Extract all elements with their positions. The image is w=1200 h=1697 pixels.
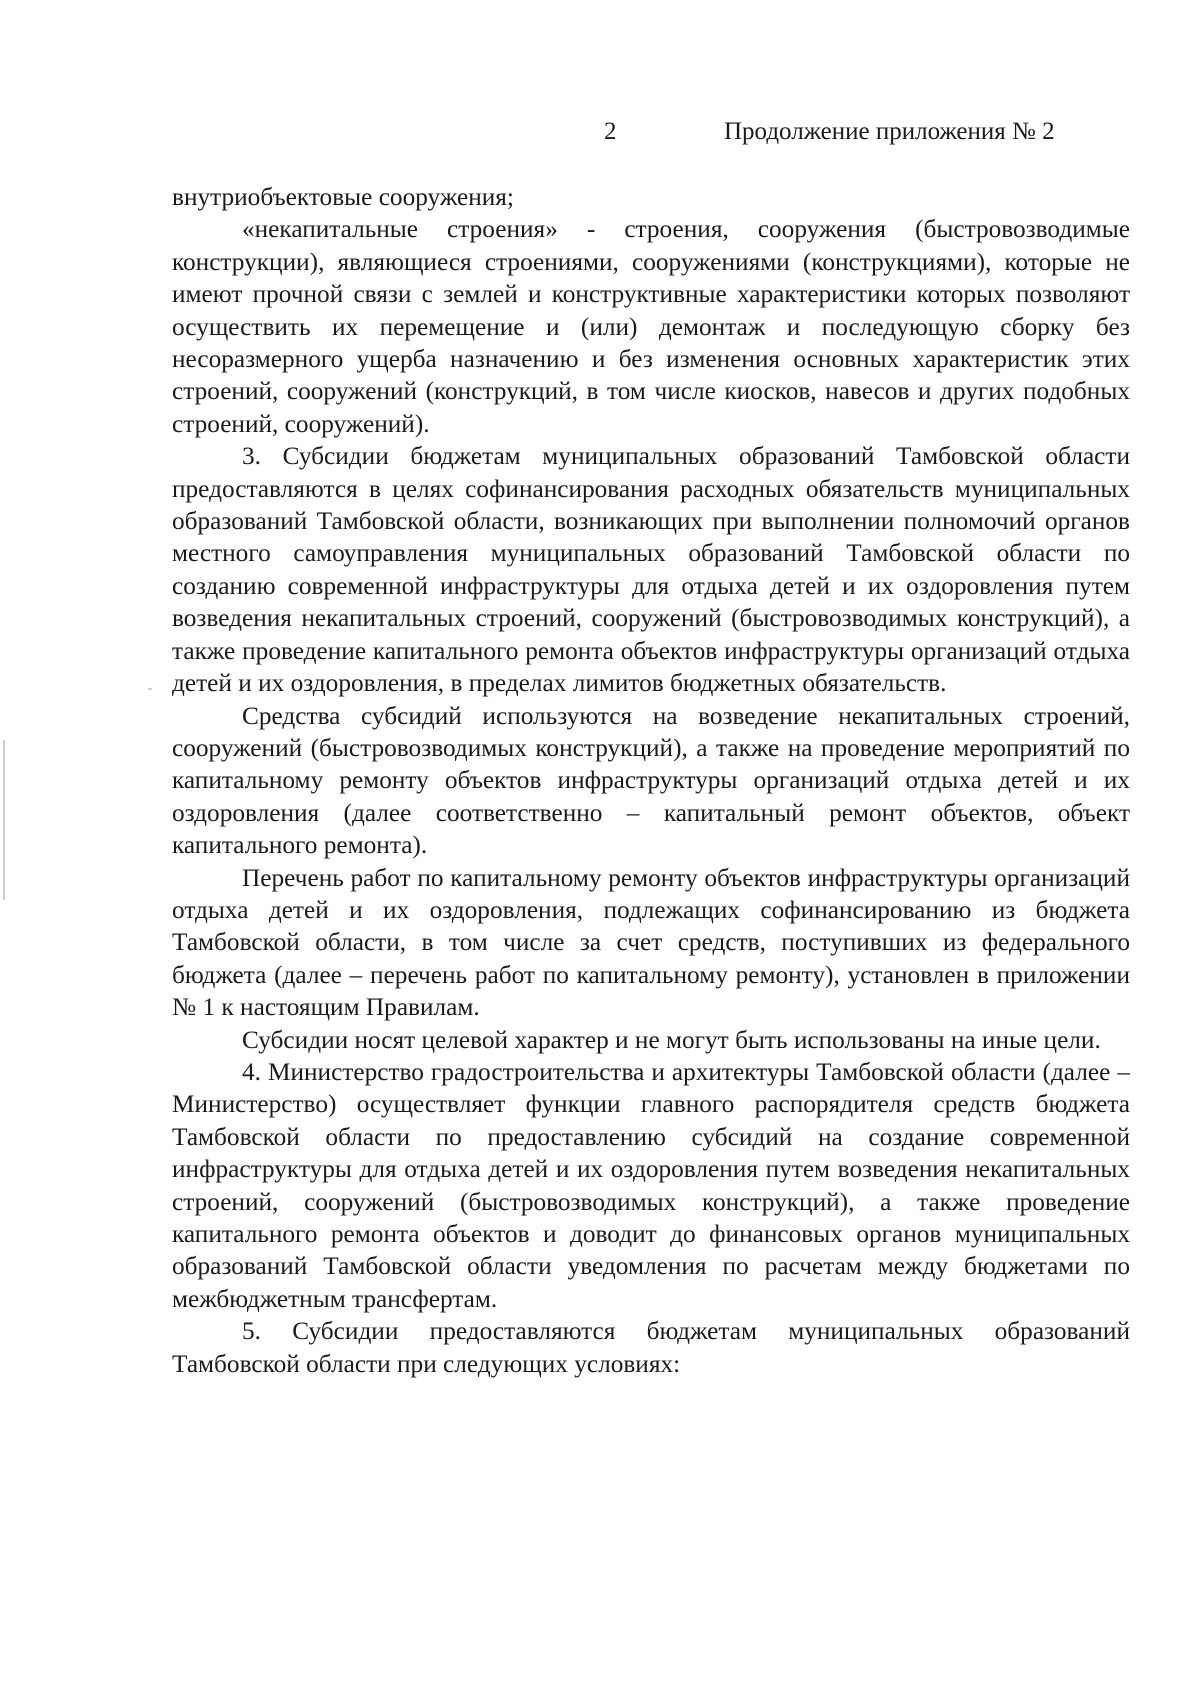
document-body xyxy=(172,181,1130,1380)
paragraph-clause-4: 4. Министерство градостроительства и архитектуры Тамбовской области (далее – Министерство) осуществляет функции главного распорядителя средств бюджета Тамбовской области по предоставлению субсидий на создание современной инфраструктуры для отдыха детей и их оздоровления путем возведения некапитальных строений, сооружений (быстровозводимых конструкций), а также проведение капитального ремонта объектов и доводит до финансовых органов муниципальных образований Тамбовской области уведомления по расчетам между бюджетами по межбюджетным трансфертам. xyxy=(172,1057,1130,1313)
paragraph-clause-5: 5. Субсидии предоставляются бюджетам муниципальных образований Тамбовской области при следующих условиях: xyxy=(172,1317,1130,1378)
paragraph-continued: внутриобъектовые сооружения; xyxy=(172,183,514,211)
paragraph-clause-3: 3. Субсидии бюджетам муниципальных образований Тамбовской области предоставляются в целях софинансирования расходных обязательств муниципальных образований Тамбовской области, возникающих при выполнении полномочий органов местного самоуправления муниципальных образований Тамбовской области по созданию современной инфраструктуры для отдыха детей и их оздоровления путем возведения некапитальных строений, сооружений (быстровозводимых конструкций), а также проведение капитального ремонта объектов инфраструктуры организаций отдыха детей и их оздоровления, в пределах лимитов бюджетных обязательств. xyxy=(172,442,1130,698)
paragraph-subsidy-use: Средства субсидий используются на возведение некапитальных строений, сооружений (быстровозводимых конструкций), а также на проведение мероприятий по капитальному ремонту объектов инфраструктуры организаций отдыха детей и их оздоровления (далее соответственно – капитальный ремонт объектов, объект капитального ремонта). xyxy=(172,701,1130,860)
page-header xyxy=(0,117,1200,157)
scan-artifact xyxy=(148,688,152,690)
page-number: 2 xyxy=(604,118,617,145)
paragraph-definition-noncapital: «некапитальные строения» - строения, сооружения (быстровозводимые конструкции), являющиеся строениями, сооружениями (конструкциями), которые не имеют прочной связи с землей и конструктивные характеристики которых позволяют осуществить их перемещение и (или) демонтаж и последующую сборку без несоразмерного ущерба назначению и без изменения основных характеристик этих строений, сооружений (конструкций, в том числе киосков, навесов и других подобных строений, сооружений). xyxy=(172,215,1130,438)
appendix-continuation-label: Продолжение приложения № 2 xyxy=(724,118,1055,145)
paragraph-targeted-nature: Субсидии носят целевой характер и не могут быть использованы на иные цели. xyxy=(242,1025,1101,1054)
paragraph-works-list: Перечень работ по капитальному ремонту объектов инфраструктуры организаций отдыха детей и их оздоровления, подлежащих софинансированию из бюджета Тамбовской области, в том числе за счет средств, поступивших из федерального бюджета (далее – перечень работ по капитальному ремонту), установлен в приложении № 1 к настоящим Правилам. xyxy=(172,863,1130,1022)
scan-artifact xyxy=(3,740,5,900)
